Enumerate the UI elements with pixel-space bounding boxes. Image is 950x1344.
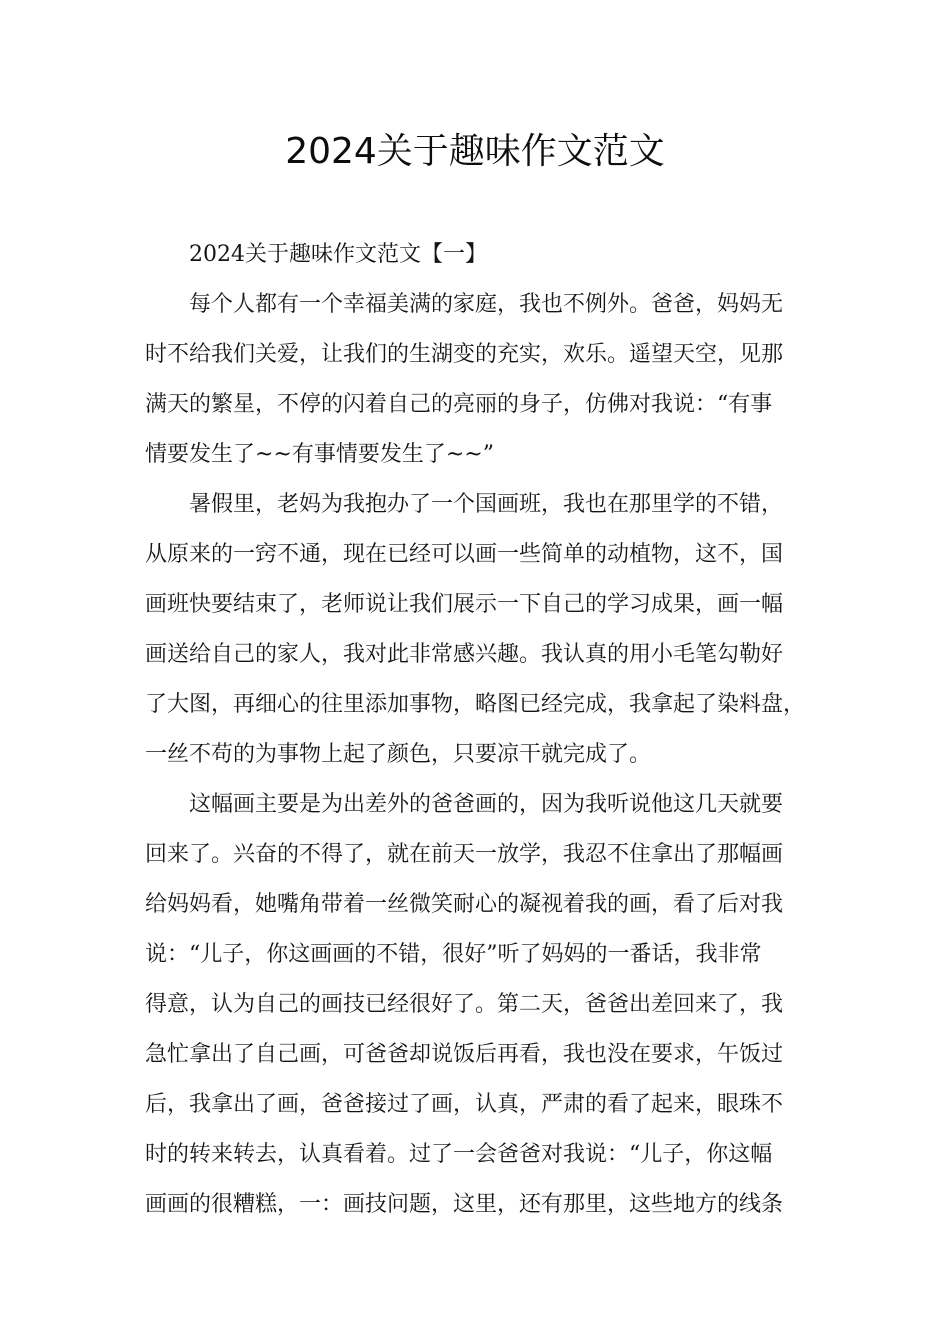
- paragraph-line: 每个人都有一个幸福美满的家庭，我也不例外。爸爸，妈妈无: [189, 292, 784, 317]
- paragraph-line: 满天的繁星，不停的闪着自己的亮丽的身子，仿佛对我说：“有事: [145, 392, 773, 417]
- paragraph-line: 画班快要结束了，老师说让我们展示一下自己的学习成果，画一幅: [145, 592, 784, 617]
- paragraph-line: 一丝不苟的为事物上起了颜色，只要凉干就完成了。: [145, 742, 652, 767]
- paragraph-line: 时不给我们关爱，让我们的生湖变的充实，欢乐。遥望天空，见那: [145, 342, 784, 367]
- paragraph-line: 了大图，再细心的往里添加事物，略图已经完成，我拿起了染料盘，: [145, 692, 806, 717]
- paragraph-line: 画送给自己的家人，我对此非常感兴趣。我认真的用小毛笔勾勒好: [145, 642, 784, 667]
- paragraph-line: 给妈妈看，她嘴角带着一丝微笑耐心的凝视着我的画，看了后对我: [145, 892, 784, 917]
- paragraph-line: 急忙拿出了自己画，可爸爸却说饭后再看，我也没在要求，午饭过: [145, 1042, 784, 1067]
- section-heading: 2024关于趣味作文范文【一】: [189, 242, 487, 267]
- paragraph-line: 后，我拿出了画，爸爸接过了画，认真，严肃的看了起来，眼珠不: [145, 1092, 784, 1117]
- paragraph-line: 情要发生了~~有事情要发生了~~”: [145, 442, 494, 467]
- paragraph-line: 说：“儿子，你这画画的不错，很好”听了妈妈的一番话，我非常: [145, 942, 762, 967]
- paragraph-line: 画画的很糟糕，一：画技问题，这里，还有那里，这些地方的线条: [145, 1192, 784, 1217]
- paragraph-line: 暑假里，老妈为我抱办了一个国画班，我也在那里学的不错，: [189, 492, 784, 517]
- paragraph-line: 回来了。兴奋的不得了，就在前天一放学，我忍不住拿出了那幅画: [145, 842, 784, 867]
- paragraph-line: 这幅画主要是为出差外的爸爸画的，因为我听说他这几天就要: [189, 792, 784, 817]
- paragraph-line: 时的转来转去，认真看着。过了一会爸爸对我说：“儿子，你这幅: [145, 1142, 773, 1167]
- document-title: 2024关于趣味作文范文: [285, 131, 665, 172]
- document-body: [145, 230, 825, 1230]
- paragraph-line: 从原来的一窍不通，现在已经可以画一些简单的动植物，这不，国: [145, 542, 784, 567]
- paragraph-line: 得意，认为自己的画技已经很好了。第二天，爸爸出差回来了，我: [145, 992, 784, 1017]
